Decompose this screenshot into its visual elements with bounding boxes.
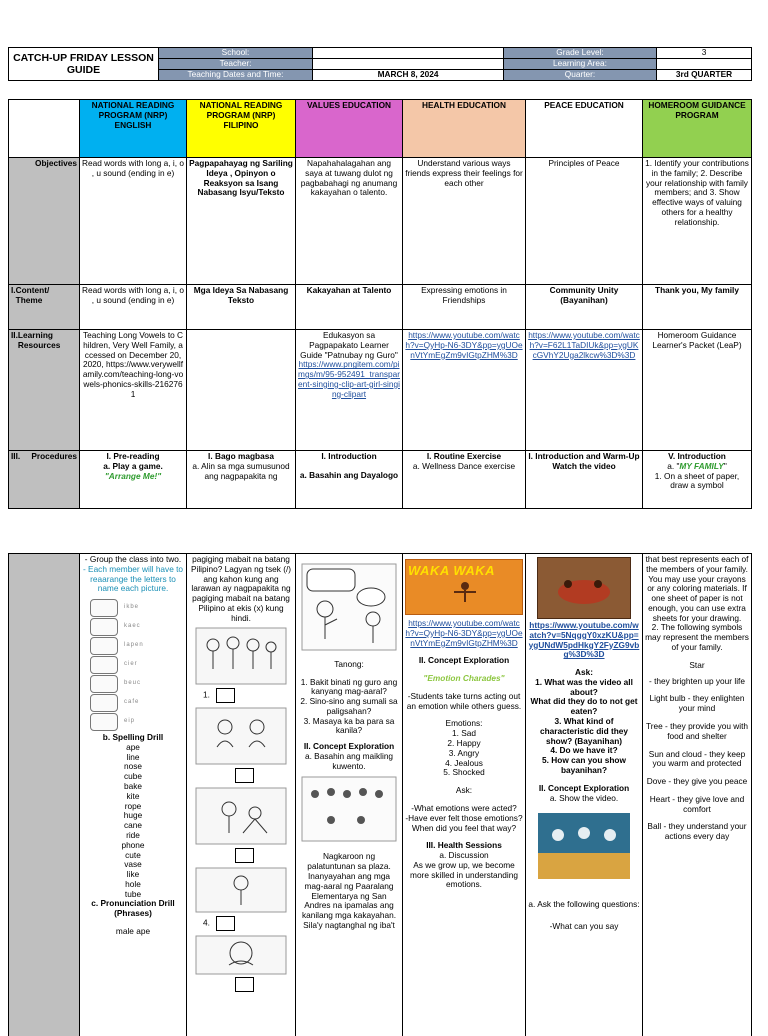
concept-exploration-title: II. Concept Exploration xyxy=(405,656,523,666)
teacher-label: Teacher: xyxy=(159,59,313,70)
puzzle-item xyxy=(82,617,184,636)
symbol-description: Ball - they understand your actions every day xyxy=(647,821,746,841)
column-header-peace: PEACE EDUCATION xyxy=(526,100,643,158)
row-number: II. xyxy=(11,331,18,351)
lesson-table-continued xyxy=(8,553,752,1036)
row-label-text: Learning Resources xyxy=(18,331,77,351)
teacher-value xyxy=(313,59,504,70)
puzzle-picture-icon xyxy=(90,694,118,712)
procedure-values-continued xyxy=(296,554,403,1036)
scrambled-word: cafe xyxy=(124,699,139,706)
scrambled-word: ikbe xyxy=(124,604,139,611)
resource-values xyxy=(296,330,403,451)
quarter-label: Quarter: xyxy=(504,70,657,81)
filipino-instruction: pagiging mabait na batang Pilipino? Lagyan ng tsek (/) ang kahon kung ang larawan ay nagpapakita ng pagiging mabait na batang Pilipino at ekis (x) kung hindi. xyxy=(189,555,293,623)
drawing-instruction: that best represents each of the members of your family. You may use your crayons or any coloring materials. If one sheet of paper is not enough, you can use extra sheets for your drawing. xyxy=(645,555,749,623)
puzzle-picture-icon xyxy=(90,599,118,617)
short-story: Nagkaroon ng palatuntunan sa plaza. Inanyayahan ang mga mag-aaral ng Paaralang Elementarya ng San Andres na ipamalas ang kanilang mga kakayahan. Sila'y nagtanghal ng iba't xyxy=(298,852,400,930)
children-greeting-illustration xyxy=(195,627,287,685)
spelling-word: vase xyxy=(82,860,184,870)
scrambled-word: kaec xyxy=(124,623,141,630)
emotion-item: 2. Happy xyxy=(405,739,523,749)
peace-question-4: 4. Do we have it? xyxy=(528,746,640,756)
scrambled-word: beuc xyxy=(124,680,141,687)
resource-values-link[interactable]: https://www.pngitem.com/pimgs/m/95-952491_transparent-singing-clip-art-girl-singing-clipart xyxy=(298,360,400,399)
item-number: 1. xyxy=(203,690,210,700)
row-label-content xyxy=(9,285,80,330)
date-value: MARCH 8, 2024 xyxy=(313,70,504,81)
puzzle-picture-icon xyxy=(90,713,118,731)
spelling-word: nose xyxy=(82,762,184,772)
family-symbol-item xyxy=(645,694,749,714)
peace-question-1: 1. What was the video all about? xyxy=(528,678,640,698)
column-header-homeroom: HOMEROOM GUIDANCE PROGRAM xyxy=(643,100,752,158)
puzzle-item xyxy=(82,655,184,674)
emotion-item: 1. Sad xyxy=(405,729,523,739)
question-3: 3. Masaya ka ba para sa kanila? xyxy=(298,717,400,737)
unity-video-thumbnail[interactable] xyxy=(537,557,631,619)
objective-filipino: Pagpapahayag ng Sariling Ideya , Opinyon o Reaksyon sa Isang Nabasang Isyu/Teksto xyxy=(187,158,296,285)
spelling-word: hole xyxy=(82,880,184,890)
ask-heading: Ask: xyxy=(528,668,640,678)
family-symbol-list xyxy=(645,694,749,842)
family-symbol-item xyxy=(645,795,749,815)
grade-value: 3 xyxy=(657,48,752,59)
spelling-word: cube xyxy=(82,772,184,782)
follow-up-instruction: a. Ask the following questions: xyxy=(528,900,640,910)
header-table xyxy=(8,47,752,81)
learning-area-value xyxy=(657,59,752,70)
content-filipino: Mga Ideya Sa Nabasang Teksto xyxy=(187,285,296,330)
row-label-text: Content/ Theme xyxy=(16,286,77,306)
ants-icon xyxy=(538,558,630,618)
children-sharing-illustration xyxy=(195,707,287,765)
procedure-step: V. Introduction xyxy=(645,452,749,462)
concept-exploration-instruction: a. Show the video. xyxy=(528,794,640,804)
row-number: III. xyxy=(11,452,20,462)
puzzle-item xyxy=(82,636,184,655)
pronunciation-drill-title: c. Pronunciation Drill xyxy=(82,899,184,909)
spelling-word: tube xyxy=(82,890,184,900)
discussion-text: As we grow up, we become more skilled in understanding emotions. xyxy=(405,861,523,890)
emotion-item: 3. Angry xyxy=(405,749,523,759)
emotion-list xyxy=(405,729,523,778)
procedure-sub: a. Play a game. xyxy=(82,462,184,472)
charades-instruction: -Students take turns acting out an emotion while others guess. xyxy=(405,692,523,712)
puzzle-picture-icon xyxy=(90,675,118,693)
spelling-drill-title: b. Spelling Drill xyxy=(82,733,184,743)
procedure-step: I. Routine Exercise xyxy=(405,452,523,462)
health-sessions-title: III. Health Sessions xyxy=(405,841,523,851)
school-label: School: xyxy=(159,48,313,59)
waka-waka-video-link[interactable]: https://www.youtube.com/watch?v=QyHp-N6-3DY&pp=ygUOenVtYmEgZm9vIGtpZHM%3D xyxy=(405,619,523,648)
quote-close: " xyxy=(724,461,727,471)
family-symbol-item xyxy=(645,777,749,787)
children-helping-illustration xyxy=(195,787,287,845)
procedure-values xyxy=(296,451,403,509)
procedure-homeroom-continued xyxy=(643,554,752,1036)
picture-puzzle-list xyxy=(82,598,184,731)
symbol-description: Light bulb - they enlighten your mind xyxy=(649,693,744,713)
school-value xyxy=(313,48,504,59)
star-symbol: Star xyxy=(645,661,749,671)
ask-question-1: -What emotions were acted? xyxy=(405,804,523,814)
corner-cell xyxy=(9,100,80,158)
content-health: Expressing emotions in Friendships xyxy=(403,285,526,330)
quote-open: a. " xyxy=(667,461,679,471)
answer-box[interactable] xyxy=(216,916,235,931)
puzzle-picture-icon xyxy=(90,618,118,636)
symbol-description: Heart - they give love and comfort xyxy=(650,794,745,814)
spelling-word-list xyxy=(82,743,184,900)
dates-label: Teaching Dates and Time: xyxy=(159,70,313,81)
symbols-instruction: 2. The following symbols may represent the members of your family. xyxy=(645,623,749,652)
peace-question-2: What did they do to not get eaten? xyxy=(528,697,640,717)
row-label-objectives: Objectives xyxy=(9,158,80,285)
resource-english: Teaching Long Vowels to Children, Very Well Family, accessed on December 20, 2020, https://www.verywellfamily.com/teaching-long-vowels-phonics-skills-2162761 xyxy=(80,330,187,451)
quarter-value: 3rd QUARTER xyxy=(657,70,752,81)
procedure-sub: Watch the video xyxy=(528,462,640,472)
scrambled-word: cier xyxy=(124,661,138,668)
video-banner-title: WAKA WAKA xyxy=(408,563,495,578)
ask-question-2: -Have ever felt those emotions? When did you feel that way? xyxy=(405,814,523,834)
peace-question-3: 3. What kind of characteristic did they show? (Bayanihan) xyxy=(528,717,640,746)
row-label-text: Procedures xyxy=(31,452,77,462)
answer-box[interactable] xyxy=(235,977,254,992)
procedure-text: 1. On a sheet of paper, draw a symbol xyxy=(645,472,749,492)
procedure-english xyxy=(80,451,187,509)
concept-exploration-title: II. Concept Exploration xyxy=(298,742,400,752)
pronunciation-sub: (Phrases) xyxy=(82,909,184,919)
procedure-sub: a. Alin sa mga sumusunod ang nagpapakita ng xyxy=(189,462,293,482)
peace-question-5: 5. How can you show bayanihan? xyxy=(528,756,640,776)
item-row xyxy=(189,916,293,931)
content-peace: Community Unity (Bayanihan) xyxy=(526,285,643,330)
puzzle-item xyxy=(82,693,184,712)
spelling-word: cute xyxy=(82,851,184,861)
content-homeroom: Thank you, My family xyxy=(643,285,752,330)
answer-box[interactable] xyxy=(235,768,254,783)
learning-area-label: Learning Area: xyxy=(504,59,657,70)
procedure-filipino-continued xyxy=(187,554,296,1036)
game-title: "Arrange Me!" xyxy=(82,472,184,482)
spelling-word: bake xyxy=(82,782,184,792)
content-values: Kakayahan at Talento xyxy=(296,285,403,330)
symbol-description: Dove - they give you peace xyxy=(647,776,748,786)
scrambled-word: eip xyxy=(124,718,135,725)
row-number: I. xyxy=(11,286,16,306)
column-header-nrp-english: NATIONAL READING PROGRAM (NRP) ENGLISH xyxy=(80,100,187,158)
item-number: 4. xyxy=(203,917,210,927)
dancer-icon xyxy=(450,580,480,610)
discussion-label: a. Discussion xyxy=(405,851,523,861)
procedure-sub: a. Basahin ang Dayalogo xyxy=(298,471,400,481)
puzzle-picture-icon xyxy=(90,656,118,674)
objective-english: Read words with long a, i, o , u sound (ending in e) xyxy=(80,158,187,285)
emotions-heading: Emotions: xyxy=(405,719,523,729)
family-symbol-item xyxy=(645,750,749,770)
content-english: Read words with long a, i, o , u sound (ending in e) xyxy=(80,285,187,330)
emotion-item: 4. Jealous xyxy=(405,759,523,769)
spelling-word: line xyxy=(82,753,184,763)
procedure-health-continued xyxy=(403,554,526,1036)
follow-up-question: -What can you say xyxy=(528,922,640,932)
unity-video-link[interactable]: https://www.youtube.com/watch?v=5NqggY0xzKU&pp=ygUNdW5pdHkgY2FyZG9vbg%3D%3D xyxy=(528,621,640,660)
waka-waka-thumbnail[interactable] xyxy=(405,559,523,615)
filipino-image-1 xyxy=(189,627,293,703)
puzzle-picture-icon xyxy=(90,637,118,655)
row-label-resources xyxy=(9,330,80,451)
children-playing-illustration xyxy=(195,867,287,913)
objective-values: Napahahalagahan ang saya at tuwang dulot ng pagbabahagi ng anumang kakayahan o talento. xyxy=(296,158,403,285)
resource-health-link[interactable]: https://www.youtube.com/watch?v=QyHp-N6-3DY&pp=ygUOenVtYmEgZm9vIGtpZHM%3D xyxy=(403,330,526,451)
procedure-step: I. Pre-reading xyxy=(82,452,184,462)
objective-homeroom: 1. Identify your contributions in the family; 2. Describe your relationship with family members; and 3. Show effective ways of valuing others for a healthy relationship. xyxy=(643,158,752,285)
row-label-procedures xyxy=(9,451,80,509)
procedure-english-continued xyxy=(80,554,187,1036)
emotion-item: 5. Shocked xyxy=(405,768,523,778)
procedure-step: I. Introduction and Warm-Up xyxy=(528,452,640,462)
spelling-word: rope xyxy=(82,802,184,812)
symbol-description: Sun and cloud - they keep you warm and protected xyxy=(649,749,745,769)
objective-peace: Principles of Peace xyxy=(526,158,643,285)
answer-box[interactable] xyxy=(216,688,235,703)
ask-heading: Ask: xyxy=(405,786,523,796)
question-2: 2. Sino-sino ang sumali sa paligsahan? xyxy=(298,697,400,717)
objective-health: Understand various ways friends express their feelings for each other xyxy=(403,158,526,285)
question-heading: Tanong: xyxy=(298,660,400,670)
concept-exploration-instruction: a. Basahin ang maikling kuwento. xyxy=(298,752,400,772)
answer-box[interactable] xyxy=(235,848,254,863)
procedure-step: I. Introduction xyxy=(298,452,400,462)
family-symbol-item xyxy=(645,822,749,842)
puzzle-item xyxy=(82,712,184,731)
bayanihan-photo xyxy=(538,813,630,879)
spelling-word: kite xyxy=(82,792,184,802)
scrambled-word: lapen xyxy=(124,642,144,649)
spelling-word: ape xyxy=(82,743,184,753)
group-instruction: - Group the class into two. xyxy=(82,555,184,565)
my-family-title: MY FAMILY xyxy=(679,461,723,471)
resource-peace-link[interactable]: https://www.youtube.com/watch?v=F62L1TaDIUk&pp=ygUKcGVhY2Uga2lkcw%3D%3D xyxy=(526,330,643,451)
row-label-procedures-continued xyxy=(9,554,80,1036)
spelling-word: phone xyxy=(82,841,184,851)
procedure-peace-continued xyxy=(526,554,643,1036)
procedure-step: I. Bago magbasa xyxy=(189,452,293,462)
rearrange-instruction: - Each member will have to reaarange the letters to name each picture. xyxy=(82,565,184,594)
family-symbol-item xyxy=(645,722,749,742)
spelling-word: huge xyxy=(82,811,184,821)
column-header-values: VALUES EDUCATION xyxy=(296,100,403,158)
concept-exploration-title: II. Concept Exploration xyxy=(528,784,640,794)
column-header-nrp-filipino: NATIONAL READING PROGRAM (NRP) FILIPINO xyxy=(187,100,296,158)
procedure-health xyxy=(403,451,526,509)
procedure-homeroom xyxy=(643,451,752,509)
question-1: 1. Bakit binati ng guro ang kanyang mag-aaral? xyxy=(298,678,400,698)
spelling-word: cane xyxy=(82,821,184,831)
symbol-description: Tree - they provide you with food and shelter xyxy=(646,721,748,741)
grade-label: Grade Level: xyxy=(504,48,657,59)
performers-illustration xyxy=(301,776,397,842)
star-description: - they brighten up your life xyxy=(645,677,749,687)
resource-filipino xyxy=(187,330,296,451)
spelling-word: ride xyxy=(82,831,184,841)
puzzle-item xyxy=(82,598,184,617)
item-row xyxy=(189,688,293,703)
pronunciation-item: male ape xyxy=(82,927,184,937)
emotion-charades-title: "Emotion Charades" xyxy=(405,674,523,684)
procedure-sub: a. Wellness Dance exercise xyxy=(405,462,523,472)
lesson-table xyxy=(8,99,752,509)
teacher-student-dialogue-illustration xyxy=(301,563,397,651)
lesson-guide-title: CATCH-UP FRIDAY LESSON GUIDE xyxy=(9,48,159,81)
puzzle-item xyxy=(82,674,184,693)
resource-values-text: Edukasyon sa Pagpapakato Learner Guide "Patnubay ng Guro" xyxy=(298,331,400,360)
procedure-filipino xyxy=(187,451,296,509)
spelling-word: like xyxy=(82,870,184,880)
child-reading-illustration xyxy=(195,935,287,975)
procedure-peace xyxy=(526,451,643,509)
resource-homeroom: Homeroom Guidance Learner's Packet (LeaP) xyxy=(643,330,752,451)
column-header-health: HEALTH EDUCATION xyxy=(403,100,526,158)
